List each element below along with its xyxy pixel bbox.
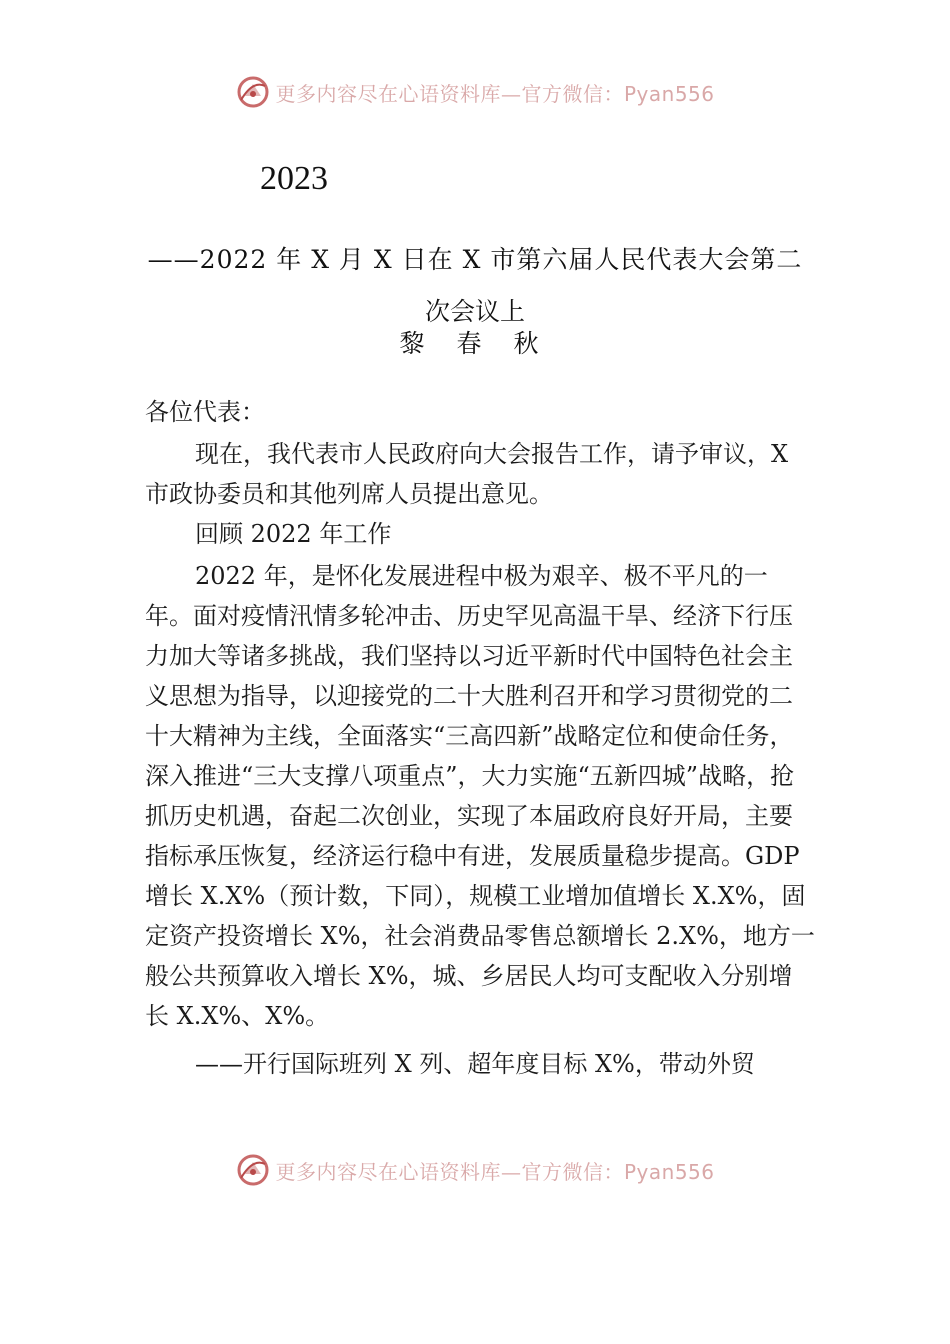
watermark-label: 更多内容尽在心语资料库—官方微信： (275, 1159, 624, 1184)
paragraph-intro: 现在，我代表市人民政府向大会报告工作，请予审议，X 市政协委员和其他列席人员提出意见。 (145, 440, 789, 508)
paragraph-review: 2022 年，是怀化发展进程中极为艰辛、极不平凡的一年。面对疫情汛情多轮冲击、历史罕见高温干旱、经济下行压力加大等诸多挑战，我们坚持以习近平新时代中国特色社会主义思想为指导，以迎接党的二十大胜利召开和学习贯彻党的二十大精神为主线，全面落实“三高四新”战略定位和使命任务，深入推进“三大支撑八项重点”，大力实施“五新四城”战略，抢抓历史机遇，奋起二次创业，实现了本届政府良好开局，主要指标承压恢复，经济运行稳中有进，发展质量稳步提高。GDP 增长 X.X%（预计数，下同），规模工业增加值增长 X.X%，固定资产投资增长 X%，社会消费品零售总额增长 2.X%，地方一般公共预算收入增长 X%，城、乡居民人均可支配收入分别增长 X.X%、X%。 (145, 562, 815, 1030)
salutation: 各位代表： (145, 398, 265, 426)
brand-logo-icon (235, 1152, 271, 1188)
document-author: 黎 春 秋 (399, 329, 551, 358)
watermark-handle: Pyan556 (623, 81, 715, 106)
watermark-text (275, 78, 714, 107)
watermark-header (0, 72, 950, 112)
watermark-label: 更多内容尽在心语资料库—官方微信： (275, 81, 624, 106)
section-heading: 回顾 2022 年工作 (195, 520, 392, 548)
brand-logo-icon (235, 74, 271, 110)
watermark-handle: Pyan556 (623, 1159, 715, 1184)
paragraph-trains: ——开行国际班列 X 列、超年度目标 X%，带动外贸 (195, 1050, 755, 1078)
document-title-year: 2023 (260, 160, 328, 197)
watermark-footer (0, 1150, 950, 1190)
watermark-text (275, 1156, 714, 1185)
document-subtitle-line-1: ——2022 年 X 月 X 日在 X 市第六届人民代表大会第二 (147, 245, 803, 274)
document-subtitle-line-2: 次会议上 (424, 297, 525, 326)
